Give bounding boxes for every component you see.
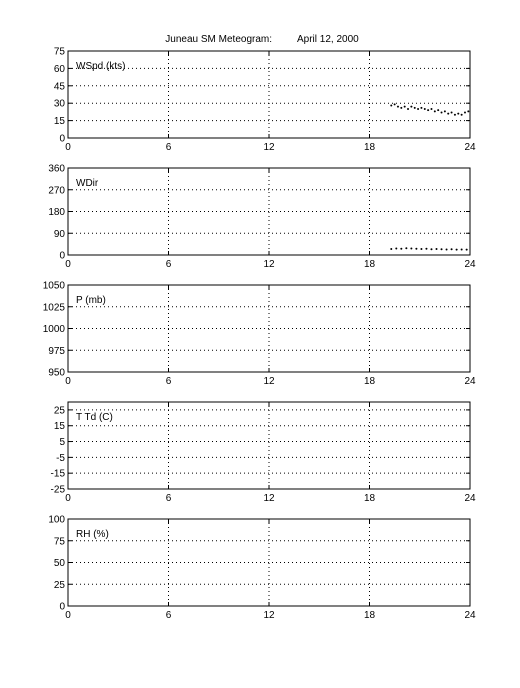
x-tick-label: 6 — [165, 376, 172, 387]
y-tick-label: 0 — [59, 250, 65, 262]
panel-label: WSpd (kts) — [76, 61, 126, 72]
axes-box — [68, 402, 470, 489]
x-tick-label: 12 — [263, 493, 275, 504]
y-tick-label: 360 — [48, 163, 65, 175]
y-tick-label: -5 — [56, 452, 65, 464]
y-tick-label: 25 — [53, 579, 65, 591]
x-tick-label: 6 — [165, 259, 172, 270]
y-tick-label: 15 — [53, 421, 65, 433]
x-tick-label: 18 — [363, 142, 376, 153]
panel-label: WDir — [76, 178, 99, 189]
x-tick-label: 12 — [263, 376, 275, 387]
data-point — [441, 111, 443, 113]
x-tick-label: 0 — [65, 142, 71, 153]
data-point — [400, 248, 402, 250]
x-tick-label: 24 — [464, 376, 476, 387]
x-tick-label: 0 — [65, 376, 71, 387]
data-point — [444, 110, 446, 112]
data-point — [446, 248, 448, 250]
data-point — [410, 247, 412, 249]
x-tick-label: 6 — [165, 610, 172, 621]
data-point — [441, 248, 443, 250]
y-tick-label: -25 — [50, 484, 65, 496]
y-tick-label: 90 — [53, 228, 65, 240]
figure-title-date: April 12, 2000 — [297, 34, 359, 45]
data-point — [390, 105, 392, 107]
x-tick-label: 18 — [363, 376, 376, 387]
data-point — [407, 108, 409, 110]
data-point — [466, 249, 468, 251]
y-tick-label: 5 — [59, 437, 65, 449]
panel-label: RH (%) — [76, 529, 109, 540]
x-tick-label: 18 — [363, 493, 376, 504]
x-tick-label: 12 — [263, 142, 275, 153]
panel-5 — [48, 515, 476, 622]
x-tick-label: 0 — [65, 493, 71, 504]
x-tick-label: 12 — [263, 610, 275, 621]
data-point — [457, 113, 459, 115]
x-tick-label: 18 — [363, 259, 376, 270]
y-tick-label: 50 — [53, 558, 65, 569]
y-tick-label: 0 — [59, 601, 65, 613]
y-tick-label: 45 — [53, 81, 65, 93]
y-tick-label: 1000 — [42, 324, 65, 335]
panel-2 — [48, 164, 476, 271]
y-tick-label: 1050 — [42, 280, 65, 292]
data-point — [447, 113, 449, 115]
x-tick-label: 0 — [65, 259, 71, 270]
data-point — [400, 107, 402, 109]
y-tick-label: 950 — [48, 367, 65, 379]
x-tick-label: 0 — [65, 610, 71, 621]
data-point — [430, 108, 432, 110]
data-point — [410, 106, 412, 108]
axes-box — [68, 51, 470, 138]
data-point — [404, 106, 406, 108]
y-tick-label: 270 — [48, 185, 65, 197]
panels-group — [43, 47, 476, 622]
y-tick-label: 0 — [59, 133, 65, 145]
data-point — [405, 247, 407, 249]
data-point — [425, 248, 427, 250]
data-point — [390, 248, 392, 250]
x-tick-label: 6 — [165, 493, 172, 504]
data-point — [456, 249, 458, 251]
x-tick-label: 24 — [464, 142, 476, 153]
y-tick-label: 180 — [48, 207, 65, 218]
data-point — [415, 248, 417, 250]
y-tick-label: -15 — [50, 468, 65, 480]
data-point — [436, 248, 438, 250]
y-tick-label: 60 — [53, 63, 65, 75]
data-point — [454, 114, 456, 116]
y-tick-label: 15 — [53, 116, 65, 128]
panel-label: P (mb) — [76, 295, 106, 306]
x-tick-label: 18 — [363, 610, 376, 621]
y-tick-label: 30 — [53, 98, 65, 110]
data-point — [437, 109, 439, 111]
data-point — [461, 248, 463, 250]
data-point — [427, 109, 429, 111]
data-point — [430, 248, 432, 250]
figure-title-location: Juneau SM Meteogram: — [165, 34, 272, 45]
data-point — [464, 111, 466, 113]
data-point — [434, 110, 436, 112]
x-tick-label: 24 — [464, 493, 476, 504]
panel-label: T Td (C) — [76, 412, 113, 423]
panel-3 — [43, 281, 476, 388]
data-point — [451, 248, 453, 250]
data-point — [451, 111, 453, 113]
x-tick-label: 12 — [263, 259, 275, 270]
data-point — [394, 103, 396, 105]
x-tick-label: 24 — [464, 259, 476, 270]
panel-1 — [54, 47, 476, 154]
y-tick-label: 1025 — [42, 302, 65, 314]
x-tick-label: 24 — [464, 610, 476, 621]
data-point — [420, 107, 422, 109]
y-tick-label: 75 — [53, 46, 65, 58]
data-point — [395, 247, 397, 249]
data-point — [424, 108, 426, 110]
x-tick-label: 6 — [165, 142, 172, 153]
y-tick-label: 25 — [53, 405, 65, 417]
y-tick-label: 975 — [48, 345, 65, 357]
data-point — [420, 248, 422, 250]
y-tick-label: 100 — [48, 514, 65, 526]
panel-4 — [51, 402, 476, 504]
data-point — [397, 106, 399, 108]
data-point — [417, 108, 419, 110]
data-point — [467, 110, 469, 112]
data-point — [414, 107, 416, 109]
y-tick-label: 75 — [53, 536, 65, 548]
data-point — [461, 114, 463, 116]
